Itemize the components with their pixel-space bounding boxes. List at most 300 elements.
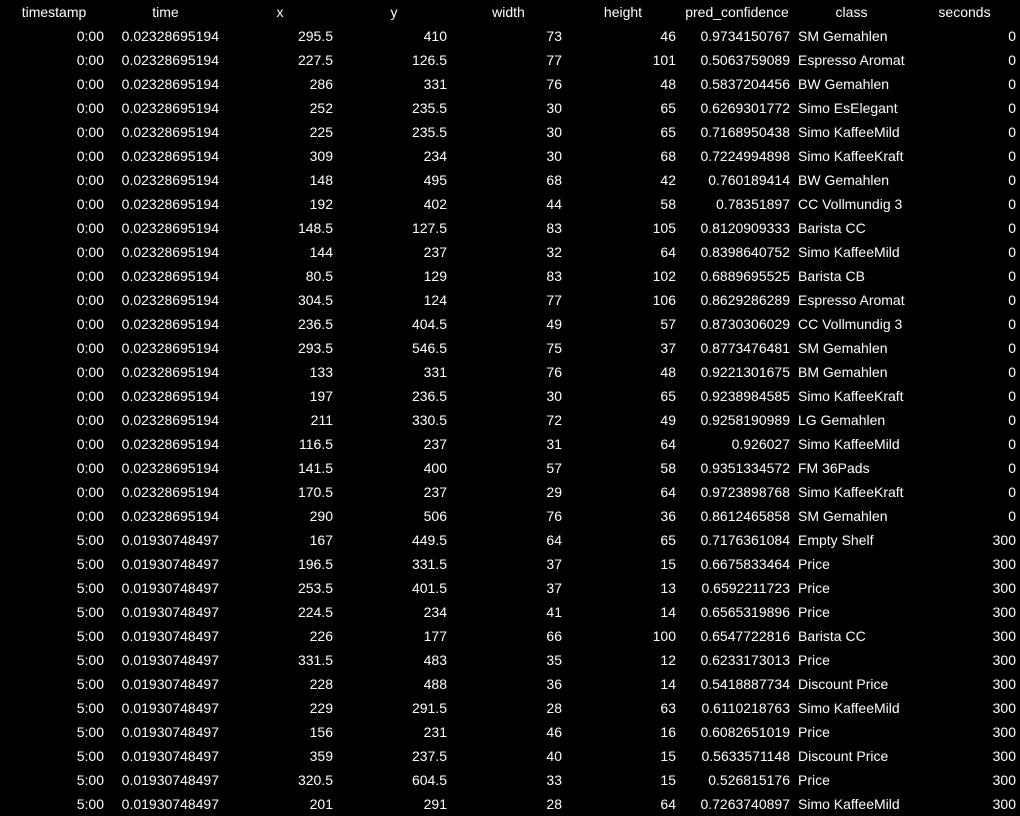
cell-time[interactable]: 0.02328695194 [121, 268, 219, 284]
cell-time[interactable]: 0.02328695194 [121, 412, 219, 428]
cell-height[interactable]: 101 [652, 52, 676, 68]
cell-time[interactable]: 0.01930748497 [121, 796, 219, 812]
cell-class[interactable]: SM Gemahlen [798, 508, 888, 524]
cell-class[interactable]: Espresso Aromat [798, 52, 905, 68]
cell-x[interactable]: 286 [309, 76, 333, 92]
cell-x[interactable]: 170.5 [297, 484, 333, 500]
cell-width[interactable]: 83 [546, 268, 562, 284]
cell-y[interactable]: 449.5 [411, 532, 447, 548]
cell-y[interactable]: 234 [423, 604, 447, 620]
cell-seconds[interactable]: 300 [992, 652, 1016, 668]
cell-time[interactable]: 0.01930748497 [121, 748, 219, 764]
cell-y[interactable]: 236.5 [411, 388, 447, 404]
cell-timestamp[interactable]: 0:00 [76, 436, 104, 452]
cell-seconds[interactable]: 0 [1008, 244, 1016, 260]
cell-y[interactable]: 234 [423, 148, 447, 164]
cell-pred-confidence[interactable]: 0.6547722816 [700, 628, 790, 644]
cell-seconds[interactable]: 0 [1008, 196, 1016, 212]
cell-class[interactable]: Barista CC [798, 220, 866, 236]
cell-x[interactable]: 211 [310, 412, 333, 428]
cell-time[interactable]: 0.01930748497 [121, 580, 219, 596]
cell-seconds[interactable]: 300 [992, 676, 1016, 692]
cell-x[interactable]: 228 [309, 676, 333, 692]
cell-y[interactable]: 235.5 [411, 124, 447, 140]
cell-class[interactable]: Simo KaffeeKraft [798, 388, 904, 404]
cell-height[interactable]: 64 [660, 484, 676, 500]
cell-width[interactable]: 37 [546, 556, 562, 572]
cell-height[interactable]: 15 [660, 748, 676, 764]
cell-timestamp[interactable]: 0:00 [76, 124, 104, 140]
cell-time[interactable]: 0.02328695194 [121, 460, 219, 476]
cell-width[interactable]: 76 [546, 364, 562, 380]
cell-height[interactable]: 57 [660, 316, 676, 332]
cell-class[interactable]: Simo KaffeeMild [798, 244, 900, 260]
cell-x[interactable]: 359 [309, 748, 333, 764]
cell-class[interactable]: Simo KaffeeMild [798, 700, 900, 716]
cell-seconds[interactable]: 0 [1008, 172, 1016, 188]
cell-pred-confidence[interactable]: 0.78351897 [716, 196, 790, 212]
cell-width[interactable]: 33 [546, 772, 562, 788]
cell-class[interactable]: BW Gemahlen [798, 172, 890, 188]
cell-timestamp[interactable]: 5:00 [76, 532, 104, 548]
cell-seconds[interactable]: 300 [992, 556, 1016, 572]
cell-width[interactable]: 36 [546, 676, 562, 692]
cell-pred-confidence[interactable]: 0.8398640752 [700, 244, 790, 260]
cell-width[interactable]: 46 [546, 724, 562, 740]
cell-y[interactable]: 237 [423, 436, 447, 452]
cell-class[interactable]: CC Vollmundig 3 [798, 316, 903, 332]
cell-time[interactable]: 0.02328695194 [121, 436, 219, 452]
cell-timestamp[interactable]: 0:00 [76, 364, 104, 380]
cell-time[interactable]: 0.01930748497 [121, 556, 219, 572]
cell-x[interactable]: 236.5 [297, 316, 333, 332]
cell-pred-confidence[interactable]: 0.9221301675 [700, 364, 790, 380]
cell-width[interactable]: 73 [546, 28, 562, 44]
cell-y[interactable]: 488 [423, 676, 447, 692]
cell-seconds[interactable]: 0 [1008, 436, 1016, 452]
cell-x[interactable]: 80.5 [305, 268, 333, 284]
cell-y[interactable]: 237 [423, 484, 447, 500]
cell-width[interactable]: 30 [546, 148, 562, 164]
cell-time[interactable]: 0.02328695194 [121, 52, 219, 68]
cell-y[interactable]: 177 [423, 628, 447, 644]
cell-time[interactable]: 0.01930748497 [121, 772, 219, 788]
cell-pred-confidence[interactable]: 0.6592211723 [701, 580, 790, 596]
cell-width[interactable]: 77 [546, 52, 562, 68]
cell-class[interactable]: Barista CC [798, 628, 866, 644]
cell-y[interactable]: 235.5 [411, 100, 447, 116]
cell-timestamp[interactable]: 5:00 [76, 796, 104, 812]
cell-timestamp[interactable]: 0:00 [76, 220, 104, 236]
cell-timestamp[interactable]: 0:00 [76, 316, 104, 332]
cell-y[interactable]: 604.5 [411, 772, 447, 788]
cell-timestamp[interactable]: 0:00 [76, 244, 104, 260]
cell-pred-confidence[interactable]: 0.5633571148 [701, 748, 790, 764]
cell-height[interactable]: 58 [660, 460, 676, 476]
cell-pred-confidence[interactable]: 0.8629286289 [700, 292, 790, 308]
cell-class[interactable]: Simo EsElegant [798, 100, 898, 116]
cell-y[interactable]: 237.5 [411, 748, 447, 764]
cell-class[interactable]: Price [798, 724, 830, 740]
cell-width[interactable]: 30 [546, 388, 562, 404]
cell-seconds[interactable]: 300 [992, 532, 1016, 548]
cell-height[interactable]: 65 [660, 532, 676, 548]
cell-height[interactable]: 64 [660, 796, 676, 812]
cell-class[interactable]: Price [798, 772, 830, 788]
cell-timestamp[interactable]: 0:00 [76, 340, 104, 356]
cell-timestamp[interactable]: 0:00 [76, 100, 104, 116]
cell-seconds[interactable]: 0 [1008, 412, 1016, 428]
cell-pred-confidence[interactable]: 0.6565319896 [700, 604, 790, 620]
cell-time[interactable]: 0.02328695194 [121, 28, 219, 44]
cell-class[interactable]: Barista CB [798, 268, 865, 284]
cell-time[interactable]: 0.02328695194 [121, 364, 219, 380]
cell-width[interactable]: 75 [546, 340, 562, 356]
cell-seconds[interactable]: 300 [992, 580, 1016, 596]
cell-x[interactable]: 141.5 [297, 460, 333, 476]
cell-x[interactable]: 227.5 [297, 52, 333, 68]
cell-class[interactable]: Price [798, 580, 830, 596]
cell-height[interactable]: 100 [652, 628, 676, 644]
cell-class[interactable]: Discount Price [798, 748, 889, 764]
cell-timestamp[interactable]: 0:00 [76, 268, 104, 284]
cell-x[interactable]: 290 [309, 508, 333, 524]
cell-height[interactable]: 65 [660, 388, 676, 404]
cell-y[interactable]: 483 [423, 652, 447, 668]
cell-timestamp[interactable]: 5:00 [76, 556, 104, 572]
cell-x[interactable]: 226 [309, 628, 333, 644]
cell-timestamp[interactable]: 0:00 [76, 196, 104, 212]
cell-height[interactable]: 63 [660, 700, 676, 716]
cell-seconds[interactable]: 0 [1008, 268, 1016, 284]
cell-timestamp[interactable]: 0:00 [76, 460, 104, 476]
cell-x[interactable]: 304.5 [297, 292, 333, 308]
cell-timestamp[interactable]: 0:00 [76, 172, 104, 188]
cell-timestamp[interactable]: 5:00 [76, 676, 104, 692]
cell-timestamp[interactable]: 0:00 [76, 292, 104, 308]
cell-timestamp[interactable]: 5:00 [76, 652, 104, 668]
cell-seconds[interactable]: 300 [992, 604, 1016, 620]
cell-pred-confidence[interactable]: 0.7176361084 [700, 532, 790, 548]
cell-height[interactable]: 105 [652, 220, 676, 236]
cell-height[interactable]: 14 [660, 676, 676, 692]
cell-pred-confidence[interactable]: 0.9734150767 [700, 28, 790, 44]
cell-class[interactable]: Simo KaffeeMild [798, 436, 900, 452]
cell-x[interactable]: 167 [309, 532, 333, 548]
cell-seconds[interactable]: 0 [1008, 124, 1016, 140]
cell-width[interactable]: 37 [546, 580, 562, 596]
cell-y[interactable]: 495 [423, 172, 447, 188]
cell-height[interactable]: 102 [652, 268, 676, 284]
cell-timestamp[interactable]: 5:00 [76, 628, 104, 644]
cell-class[interactable]: Simo KaffeeMild [798, 124, 900, 140]
cell-timestamp[interactable]: 0:00 [76, 28, 104, 44]
cell-y[interactable]: 231 [423, 724, 447, 740]
cell-height[interactable]: 46 [660, 28, 676, 44]
cell-pred-confidence[interactable]: 0.926027 [731, 436, 790, 452]
cell-width[interactable]: 31 [546, 436, 562, 452]
cell-pred-confidence[interactable]: 0.5837204456 [700, 76, 790, 92]
cell-pred-confidence[interactable]: 0.6110218763 [701, 700, 790, 716]
cell-class[interactable]: Price [798, 556, 830, 572]
cell-width[interactable]: 28 [546, 796, 562, 812]
cell-time[interactable]: 0.01930748497 [121, 628, 219, 644]
cell-seconds[interactable]: 0 [1008, 148, 1016, 164]
cell-seconds[interactable]: 0 [1008, 100, 1016, 116]
cell-time[interactable]: 0.02328695194 [121, 340, 219, 356]
cell-x[interactable]: 224.5 [297, 604, 333, 620]
cell-seconds[interactable]: 300 [992, 628, 1016, 644]
cell-class[interactable]: Espresso Aromat [798, 292, 905, 308]
cell-width[interactable]: 44 [546, 196, 562, 212]
cell-x[interactable]: 309 [309, 148, 333, 164]
cell-x[interactable]: 225 [309, 124, 333, 140]
cell-time[interactable]: 0.02328695194 [121, 220, 219, 236]
cell-x[interactable]: 156 [309, 724, 333, 740]
cell-height[interactable]: 65 [660, 100, 676, 116]
cell-height[interactable]: 68 [660, 148, 676, 164]
column-header-time[interactable]: time [152, 4, 179, 20]
cell-height[interactable]: 106 [652, 292, 676, 308]
cell-x[interactable]: 148.5 [297, 220, 333, 236]
cell-y[interactable]: 331.5 [411, 556, 447, 572]
cell-time[interactable]: 0.01930748497 [121, 532, 219, 548]
cell-width[interactable]: 41 [546, 604, 562, 620]
cell-width[interactable]: 64 [546, 532, 562, 548]
cell-x[interactable]: 197 [309, 388, 333, 404]
cell-timestamp[interactable]: 5:00 [76, 724, 104, 740]
column-header-timestamp[interactable]: timestamp [21, 4, 87, 20]
cell-timestamp[interactable]: 5:00 [76, 604, 104, 620]
cell-y[interactable]: 330.5 [411, 412, 447, 428]
cell-height[interactable]: 58 [660, 196, 676, 212]
cell-seconds[interactable]: 0 [1008, 52, 1016, 68]
cell-width[interactable]: 32 [546, 244, 562, 260]
cell-pred-confidence[interactable]: 0.6269301772 [700, 100, 790, 116]
cell-height[interactable]: 48 [660, 364, 676, 380]
cell-timestamp[interactable]: 5:00 [76, 772, 104, 788]
cell-width[interactable]: 30 [546, 100, 562, 116]
cell-seconds[interactable]: 0 [1008, 292, 1016, 308]
cell-y[interactable]: 402 [423, 196, 447, 212]
cell-class[interactable]: Simo KaffeeKraft [798, 484, 904, 500]
cell-height[interactable]: 37 [660, 340, 676, 356]
cell-y[interactable]: 401.5 [411, 580, 447, 596]
cell-pred-confidence[interactable]: 0.5418887734 [700, 676, 790, 692]
cell-timestamp[interactable]: 0:00 [76, 412, 104, 428]
cell-x[interactable]: 148 [309, 172, 333, 188]
cell-width[interactable]: 83 [546, 220, 562, 236]
cell-seconds[interactable]: 0 [1008, 340, 1016, 356]
cell-pred-confidence[interactable]: 0.9351334572 [700, 460, 790, 476]
cell-time[interactable]: 0.02328695194 [121, 292, 219, 308]
cell-width[interactable]: 40 [546, 748, 562, 764]
column-header-pred-confidence[interactable]: pred_confidence [685, 4, 789, 20]
cell-seconds[interactable]: 0 [1008, 76, 1016, 92]
cell-x[interactable]: 116.5 [299, 436, 333, 452]
cell-pred-confidence[interactable]: 0.6233173013 [700, 652, 790, 668]
cell-time[interactable]: 0.01930748497 [121, 724, 219, 740]
cell-time[interactable]: 0.01930748497 [121, 676, 219, 692]
column-header-width[interactable]: width [492, 4, 525, 20]
cell-pred-confidence[interactable]: 0.760189414 [708, 172, 790, 188]
cell-width[interactable]: 68 [546, 172, 562, 188]
cell-height[interactable]: 15 [660, 772, 676, 788]
column-header-height[interactable]: height [603, 4, 643, 20]
cell-time[interactable]: 0.02328695194 [121, 148, 219, 164]
cell-x[interactable]: 253.5 [297, 580, 333, 596]
cell-time[interactable]: 0.02328695194 [121, 484, 219, 500]
cell-seconds[interactable]: 300 [992, 772, 1016, 788]
cell-x[interactable]: 331.5 [297, 652, 333, 668]
cell-class[interactable]: CC Vollmundig 3 [798, 196, 903, 212]
cell-height[interactable]: 36 [660, 508, 676, 524]
cell-time[interactable]: 0.02328695194 [121, 172, 219, 188]
cell-pred-confidence[interactable]: 0.9723898768 [700, 484, 790, 500]
cell-pred-confidence[interactable]: 0.6889695525 [700, 268, 790, 284]
cell-x[interactable]: 320.5 [297, 772, 333, 788]
cell-y[interactable]: 124 [423, 292, 447, 308]
cell-class[interactable]: Discount Price [798, 676, 889, 692]
column-header-x[interactable]: x [276, 4, 284, 20]
cell-x[interactable]: 252 [309, 100, 333, 116]
cell-seconds[interactable]: 300 [992, 724, 1016, 740]
cell-timestamp[interactable]: 0:00 [76, 148, 104, 164]
cell-pred-confidence[interactable]: 0.5063759089 [700, 52, 790, 68]
cell-y[interactable]: 126.5 [411, 52, 447, 68]
cell-width[interactable]: 57 [546, 460, 562, 476]
cell-timestamp[interactable]: 0:00 [76, 484, 104, 500]
cell-seconds[interactable]: 0 [1008, 388, 1016, 404]
cell-x[interactable]: 293.5 [297, 340, 333, 356]
cell-class[interactable]: Price [798, 652, 830, 668]
cell-y[interactable]: 291.5 [411, 700, 447, 716]
column-header-class[interactable]: class [835, 4, 868, 20]
cell-width[interactable]: 49 [546, 316, 562, 332]
cell-time[interactable]: 0.02328695194 [121, 316, 219, 332]
cell-height[interactable]: 48 [660, 76, 676, 92]
cell-seconds[interactable]: 0 [1008, 484, 1016, 500]
cell-y[interactable]: 291 [423, 796, 447, 812]
cell-height[interactable]: 42 [660, 172, 676, 188]
cell-x[interactable]: 229 [309, 700, 333, 716]
cell-pred-confidence[interactable]: 0.8730306029 [700, 316, 790, 332]
cell-y[interactable]: 404.5 [411, 316, 447, 332]
cell-time[interactable]: 0.01930748497 [121, 604, 219, 620]
cell-timestamp[interactable]: 0:00 [76, 388, 104, 404]
cell-height[interactable]: 64 [660, 436, 676, 452]
cell-x[interactable]: 144 [309, 244, 333, 260]
cell-seconds[interactable]: 0 [1008, 364, 1016, 380]
cell-y[interactable]: 129 [423, 268, 447, 284]
cell-x[interactable]: 201 [309, 796, 333, 812]
cell-width[interactable]: 29 [546, 484, 562, 500]
cell-pred-confidence[interactable]: 0.6082651019 [700, 724, 790, 740]
cell-height[interactable]: 15 [660, 556, 676, 572]
cell-time[interactable]: 0.02328695194 [121, 76, 219, 92]
cell-y[interactable]: 506 [423, 508, 447, 524]
cell-y[interactable]: 546.5 [411, 340, 447, 356]
cell-pred-confidence[interactable]: 0.8773476481 [700, 340, 790, 356]
cell-class[interactable]: BM Gemahlen [798, 364, 888, 380]
cell-seconds[interactable]: 0 [1008, 220, 1016, 236]
cell-width[interactable]: 72 [546, 412, 562, 428]
cell-time[interactable]: 0.02328695194 [121, 100, 219, 116]
cell-class[interactable]: BW Gemahlen [798, 76, 890, 92]
cell-timestamp[interactable]: 5:00 [76, 700, 104, 716]
cell-time[interactable]: 0.02328695194 [121, 388, 219, 404]
column-header-seconds[interactable]: seconds [938, 4, 991, 20]
cell-pred-confidence[interactable]: 0.7224994898 [700, 148, 790, 164]
cell-time[interactable]: 0.01930748497 [121, 700, 219, 716]
cell-height[interactable]: 49 [660, 412, 676, 428]
cell-seconds[interactable]: 0 [1008, 508, 1016, 524]
cell-seconds[interactable]: 300 [992, 748, 1016, 764]
cell-y[interactable]: 410 [423, 28, 447, 44]
cell-height[interactable]: 14 [660, 604, 676, 620]
cell-height[interactable]: 64 [660, 244, 676, 260]
cell-x[interactable]: 133 [309, 364, 333, 380]
cell-timestamp[interactable]: 5:00 [76, 748, 104, 764]
cell-pred-confidence[interactable]: 0.7168950438 [700, 124, 790, 140]
cell-seconds[interactable]: 300 [992, 796, 1016, 812]
cell-width[interactable]: 28 [546, 700, 562, 716]
cell-seconds[interactable]: 0 [1008, 316, 1016, 332]
cell-height[interactable]: 13 [660, 580, 676, 596]
cell-pred-confidence[interactable]: 0.526815176 [708, 772, 790, 788]
cell-class[interactable]: FM 36Pads [798, 460, 870, 476]
cell-class[interactable]: Price [798, 604, 830, 620]
cell-class[interactable]: SM Gemahlen [798, 340, 888, 356]
cell-height[interactable]: 16 [660, 724, 676, 740]
cell-class[interactable]: SM Gemahlen [798, 28, 888, 44]
cell-timestamp[interactable]: 0:00 [76, 52, 104, 68]
cell-time[interactable]: 0.02328695194 [121, 244, 219, 260]
cell-time[interactable]: 0.02328695194 [121, 124, 219, 140]
cell-pred-confidence[interactable]: 0.9258190989 [700, 412, 790, 428]
cell-timestamp[interactable]: 5:00 [76, 580, 104, 596]
cell-seconds[interactable]: 300 [992, 700, 1016, 716]
cell-class[interactable]: Simo KaffeeMild [798, 796, 900, 812]
cell-width[interactable]: 30 [546, 124, 562, 140]
cell-width[interactable]: 76 [546, 508, 562, 524]
cell-class[interactable]: LG Gemahlen [798, 412, 886, 428]
cell-x[interactable]: 295.5 [297, 28, 333, 44]
cell-time[interactable]: 0.02328695194 [121, 196, 219, 212]
cell-time[interactable]: 0.01930748497 [121, 652, 219, 668]
cell-y[interactable]: 331 [423, 364, 447, 380]
cell-y[interactable]: 237 [423, 244, 447, 260]
cell-x[interactable]: 192 [309, 196, 333, 212]
cell-width[interactable]: 76 [546, 76, 562, 92]
cell-width[interactable]: 66 [546, 628, 562, 644]
cell-y[interactable]: 331 [423, 76, 447, 92]
cell-height[interactable]: 65 [660, 124, 676, 140]
cell-pred-confidence[interactable]: 0.8120909333 [700, 220, 790, 236]
cell-width[interactable]: 77 [546, 292, 562, 308]
cell-pred-confidence[interactable]: 0.8612465858 [700, 508, 790, 524]
cell-height[interactable]: 12 [660, 652, 676, 668]
cell-pred-confidence[interactable]: 0.7263740897 [700, 796, 790, 812]
cell-class[interactable]: Empty Shelf [798, 532, 874, 548]
cell-timestamp[interactable]: 0:00 [76, 76, 104, 92]
cell-y[interactable]: 127.5 [411, 220, 447, 236]
column-header-y[interactable]: y [390, 4, 398, 20]
cell-pred-confidence[interactable]: 0.9238984585 [700, 388, 790, 404]
cell-y[interactable]: 400 [423, 460, 447, 476]
cell-pred-confidence[interactable]: 0.6675833464 [700, 556, 790, 572]
cell-seconds[interactable]: 0 [1008, 28, 1016, 44]
